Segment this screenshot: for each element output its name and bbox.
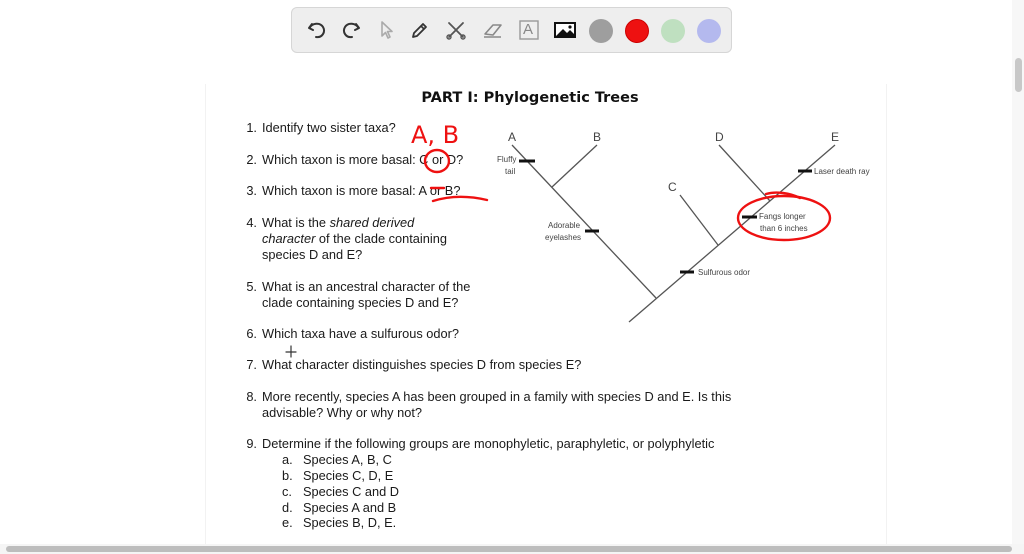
question-2: 2. Which taxon is more basal: C or D?	[246, 152, 464, 167]
vertical-scrollbar[interactable]	[1012, 0, 1024, 545]
branch-to-A	[512, 145, 656, 298]
character-label-sulfurous: Sulfurous odor	[698, 268, 751, 277]
subitem-c: c. Species C and D	[282, 484, 400, 499]
character-label-laser: Laser death ray	[814, 167, 870, 176]
question-3: 3. Which taxon is more basal: A or B?	[246, 183, 461, 198]
text-tool-glyph: A	[523, 21, 534, 38]
question-9: 9. Determine if the following groups are monophyletic, paraphyletic, or polyphyletic	[246, 436, 715, 451]
taxon-label-e: E	[831, 130, 840, 144]
taxon-label-d: D	[715, 130, 724, 144]
page-title: PART I: Phylogenetic Trees	[421, 90, 639, 106]
question-8: 8. More recently, species A has been grouped in a family with species D and E. Is this advisable? Why or why not?	[246, 389, 732, 420]
subitem-e: e. Species B, D, E.	[282, 515, 397, 530]
branch-to-B	[552, 145, 597, 187]
character-label-fluffy-1: Fluffy	[497, 155, 517, 164]
taxon-label-c: C	[668, 180, 677, 194]
taxon-label-a: A	[508, 130, 517, 144]
horizontal-scrollbar-thumb[interactable]	[6, 546, 1012, 552]
question-4: 4. What is the shared derived character of the clade containing species D and E?	[246, 215, 447, 262]
question-1: 1. Identify two sister taxa?	[246, 120, 396, 135]
subitem-b: b. Species C, D, E	[282, 468, 394, 483]
character-label-eyelashes-1: Adorable	[548, 221, 581, 230]
branch-to-D	[719, 145, 770, 201]
question-6: 6. Which taxa have a sulfurous odor?	[246, 326, 460, 341]
character-label-fangs-1: Fangs longer	[759, 212, 806, 221]
character-label-fluffy-2: tail	[505, 167, 516, 176]
question-5: 5. What is an ancestral character of the clade containing species D and E?	[246, 279, 471, 310]
horizontal-scrollbar[interactable]	[0, 544, 1024, 554]
vertical-scrollbar-thumb[interactable]	[1015, 58, 1022, 92]
taxon-label-b: B	[593, 130, 602, 144]
subitem-a: a. Species A, B, C	[282, 452, 392, 467]
ink-answer-1: A, B	[411, 121, 460, 149]
branch-to-C	[680, 195, 718, 245]
question-7: 7. What character distinguishes species D from species E?	[246, 357, 582, 372]
character-label-fangs-2: than 6 inches	[760, 224, 808, 233]
subitem-d: d. Species A and B	[282, 500, 397, 515]
character-label-eyelashes-2: eyelashes	[545, 233, 582, 242]
